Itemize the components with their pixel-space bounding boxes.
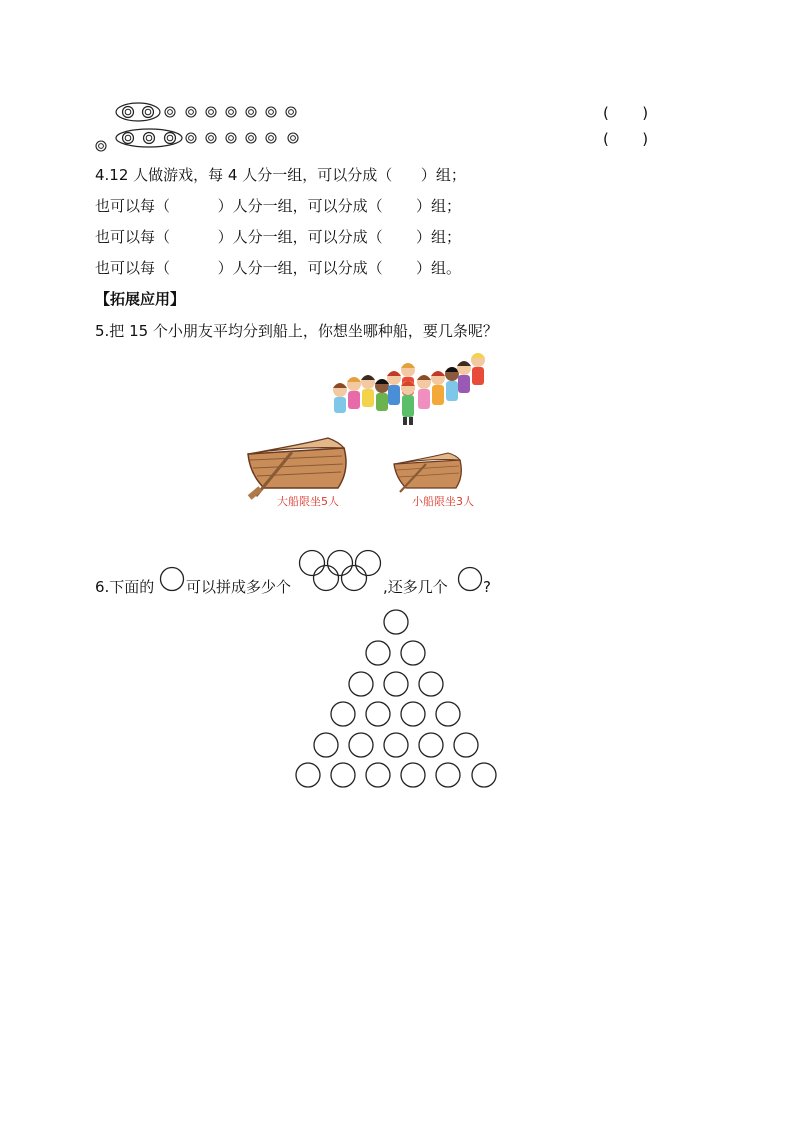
q4-line-4: 也可以每（ ）人分一组，可以分成（ ）组。	[95, 259, 462, 277]
q4-line-3: 也可以每（ ）人分一组，可以分成（ ）组；	[95, 228, 462, 246]
triangle-circle	[349, 672, 373, 696]
triangle-circle	[401, 763, 425, 787]
ring-row-2	[96, 133, 298, 152]
q4-line-1: 4.12 人做游戏，每 4 人分一组，可以分成（ ）组；	[95, 166, 466, 184]
q6-part-2: 可以拼成多少个	[186, 578, 292, 596]
triangle-circle	[366, 702, 390, 726]
children-illustration	[328, 348, 493, 428]
triangle-circle	[419, 733, 443, 757]
big-boat-label: 大船限坐5人	[277, 495, 339, 508]
triangle-circle	[314, 733, 338, 757]
triangle-circle	[296, 763, 320, 787]
triangle-circle	[454, 733, 478, 757]
single-circle-icon	[456, 566, 484, 594]
q6-part-3: ,还多几个	[383, 578, 448, 596]
triangle-circle	[331, 763, 355, 787]
triangle-circle	[436, 763, 460, 787]
olympic-rings-icon	[296, 548, 386, 594]
q5-text: 5.把 15 个小朋友平均分到船上，你想坐哪种船，要几条呢？	[95, 322, 498, 340]
triangle-circle	[366, 763, 390, 787]
small-boat-label: 小船限坐3人	[412, 495, 474, 508]
triangle-circle	[384, 610, 408, 634]
triangle-circle	[401, 702, 425, 726]
triangle-circle	[384, 733, 408, 757]
triangle-circle	[331, 702, 355, 726]
answer-blank-row-2[interactable]: ( )	[603, 130, 649, 148]
q6-part-4: ?	[483, 578, 491, 596]
group-oval	[116, 129, 182, 147]
child-figures	[333, 353, 485, 425]
triangle-circle	[366, 641, 390, 665]
q6-part-1: 6.下面的	[95, 578, 155, 596]
section-title: 【拓展应用】	[95, 290, 186, 308]
ring-row-1	[123, 107, 297, 118]
answer-blank-row-1[interactable]: ( )	[603, 104, 649, 122]
circle-triangle	[280, 600, 520, 800]
q4-line-2: 也可以每（ ）人分一组，可以分成（ ）组；	[95, 197, 462, 215]
triangle-circle	[401, 641, 425, 665]
big-boat-image	[244, 430, 352, 500]
single-circle-icon	[158, 566, 186, 594]
triangle-circle	[419, 672, 443, 696]
triangle-circle	[384, 672, 408, 696]
small-boat-image	[392, 448, 464, 494]
triangle-circle	[436, 702, 460, 726]
triangle-circle	[349, 733, 373, 757]
circle-groups-diagram	[0, 0, 794, 160]
triangle-circle	[472, 763, 496, 787]
